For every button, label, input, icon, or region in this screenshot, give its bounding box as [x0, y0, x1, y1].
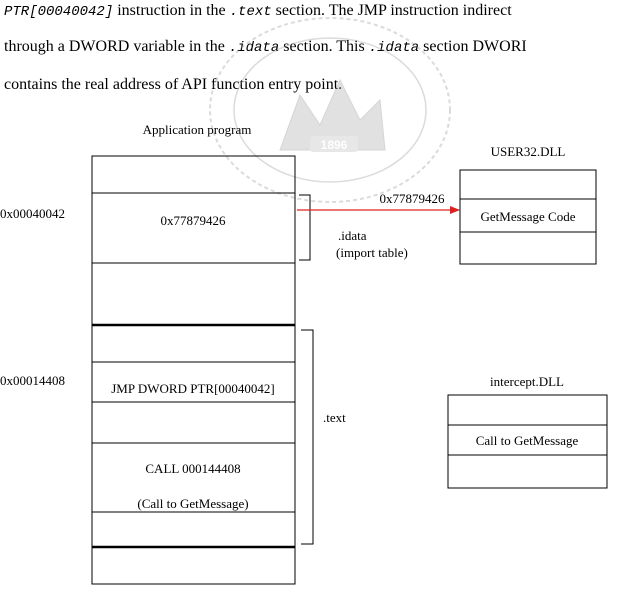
code-idata-section: .idata	[228, 40, 280, 56]
idata-address: 0x00040042	[0, 206, 65, 221]
text-section-label: .text	[323, 410, 346, 425]
call-instruction-cell: CALL 000144408	[145, 461, 241, 476]
text-fragment: section. This	[279, 38, 369, 55]
code-idata-section: .idata	[368, 40, 420, 56]
code-text-section: .text	[229, 4, 272, 20]
text-fragment: section DWORI	[419, 38, 527, 55]
text-fragment: section. The JMP instruction indirect	[271, 2, 512, 19]
text-fragment: instruction in the	[113, 2, 230, 19]
text-address: 0x00014408	[0, 373, 65, 388]
arrow-address-label: 0x77879426	[379, 191, 445, 206]
intercept-dll-title: intercept.DLL	[490, 374, 564, 389]
text-fragment: through a DWORD variable in the	[4, 38, 229, 55]
jmp-instruction-cell: JMP DWORD PTR[00040042]	[111, 381, 275, 396]
app-program-title: Application program	[142, 122, 252, 137]
import-table-label: (import table)	[336, 245, 408, 260]
text-bracket	[301, 330, 313, 544]
idata-cell: 0x77879426	[160, 213, 226, 228]
paragraph-line-3: contains the real address of API function entry point.	[4, 76, 343, 93]
seal-year: 1896	[320, 138, 348, 152]
call-to-getmessage-cell: Call to GetMessage	[475, 433, 579, 448]
idata-bracket	[299, 195, 310, 260]
code-ptr: PTR[00040042]	[4, 4, 114, 20]
getmessage-code-cell: GetMessage Code	[480, 209, 576, 224]
idata-section-label: .idata	[338, 228, 367, 243]
university-seal-icon	[210, 18, 450, 202]
user32-dll-title: USER32.DLL	[490, 144, 566, 159]
call-note: (Call to GetMessage)	[137, 496, 249, 511]
